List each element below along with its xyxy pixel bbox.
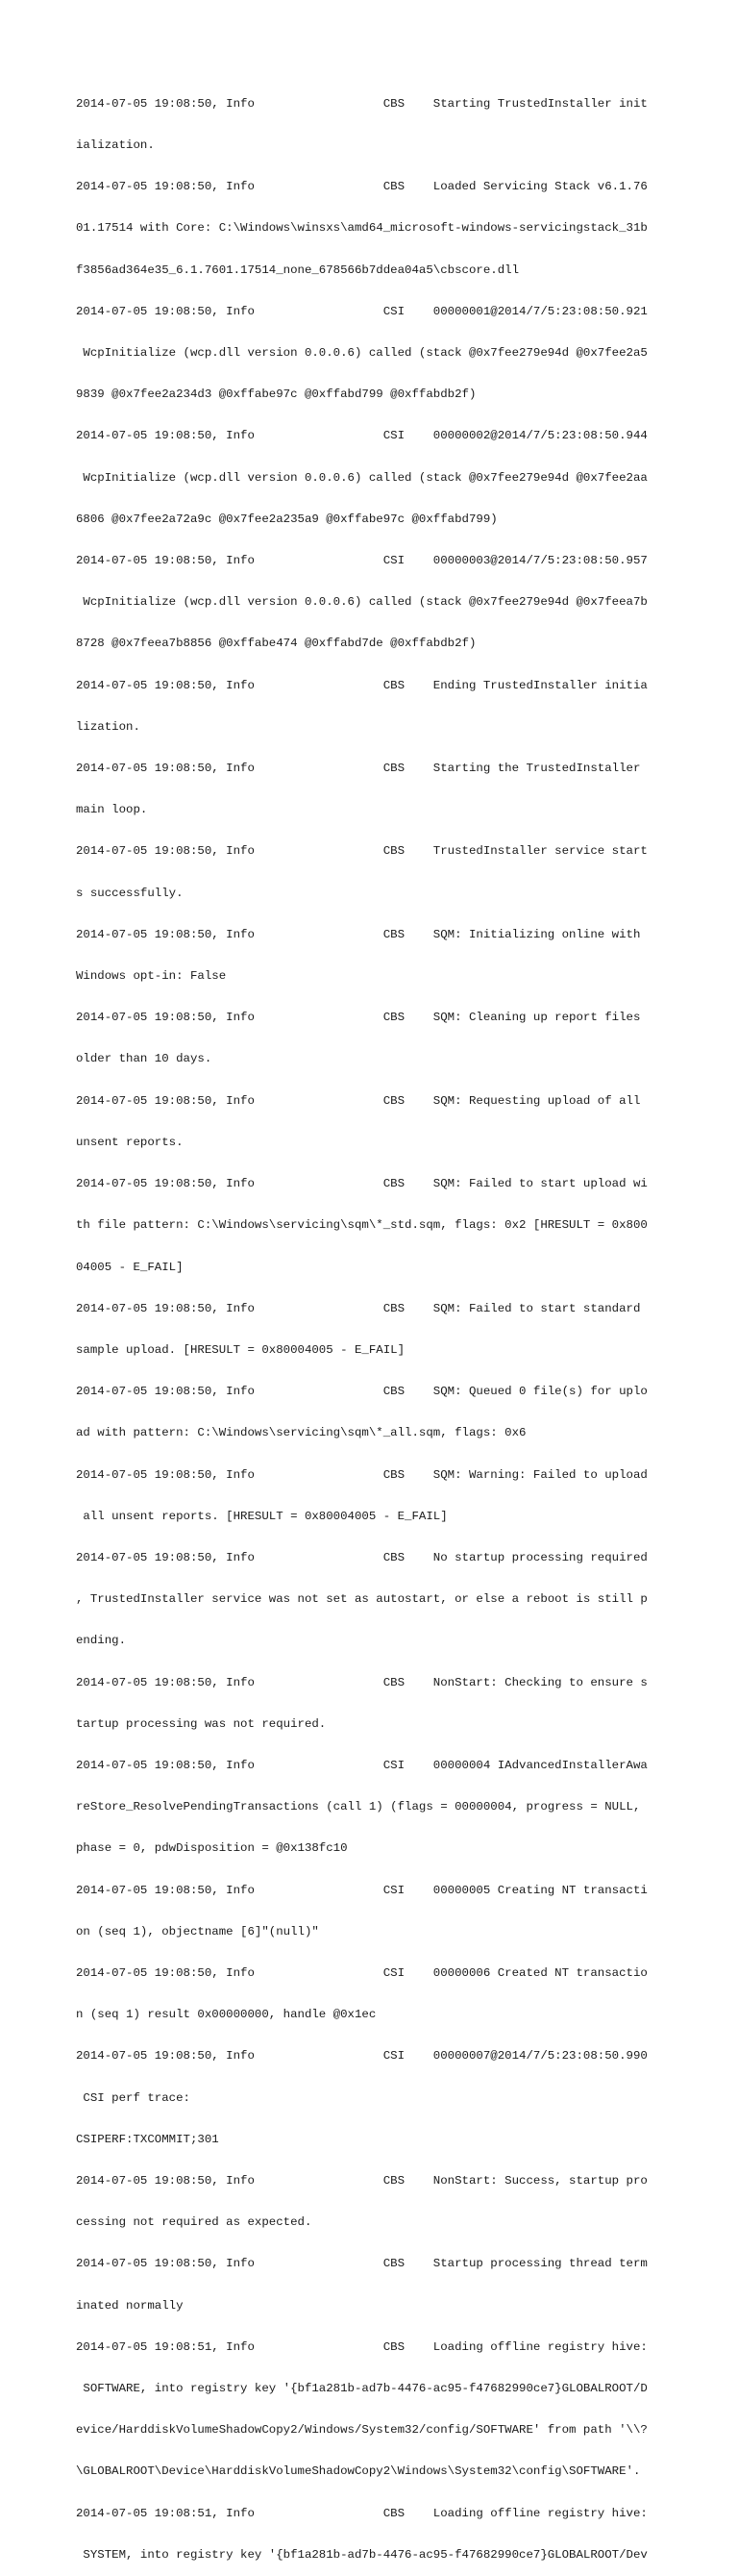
log-line: ialization. [76, 138, 155, 153]
log-line: all unsent reports. [HRESULT = 0x80004005 - E_FAIL] [76, 1509, 448, 1523]
log-line: 2014-07-05 19:08:50, Info CBS Starting TrustedInstaller init [76, 96, 648, 111]
log-line: unsent reports. [76, 1135, 184, 1149]
log-line: phase = 0, pdwDisposition = @0x138fc10 [76, 1841, 348, 1856]
log-line: , TrustedInstaller service was not set as autostart, or else a reboot is still p [76, 1592, 648, 1607]
log-line: th file pattern: C:\Windows\servicing\sqm\*_std.sqm, flags: 0x2 [HRESULT = 0x800 [76, 1218, 648, 1233]
log-line: 2014-07-05 19:08:50, Info CBS No startup processing required [76, 1550, 648, 1564]
log-line: 2014-07-05 19:08:50, Info CSI 00000002@2014/7/5:23:08:50.944 [76, 429, 648, 443]
log-line: main loop. [76, 803, 148, 817]
log-document [76, 69, 668, 2576]
log-line: 9839 @0x7fee2a234d3 @0xffabe97c @0xffabd799 @0xffabdb2f) [76, 388, 477, 402]
log-line: 2014-07-05 19:08:50, Info CSI 00000007@2014/7/5:23:08:50.990 [76, 2049, 648, 2063]
log-line: 2014-07-05 19:08:50, Info CBS TrustedInstaller service start [76, 844, 648, 859]
log-line: f3856ad364e35_6.1.7601.17514_none_678566b7ddea04a5\cbscore.dll [76, 263, 520, 277]
log-line: 01.17514 with Core: C:\Windows\winsxs\amd64_microsoft-windows-servicingstack_31b [76, 221, 648, 236]
log-line: WcpInitialize (wcp.dll version 0.0.0.6) called (stack @0x7fee279e94d @0x7fee2a5 [76, 346, 648, 361]
log-line: 2014-07-05 19:08:50, Info CSI 00000006 Created NT transactio [76, 1965, 648, 1980]
log-line: 2014-07-05 19:08:50, Info CBS SQM: Cleaning up report files [76, 1011, 641, 1025]
log-line: 6806 @0x7fee2a72a9c @0x7fee2a235a9 @0xffabe97c @0xffabd799) [76, 512, 498, 526]
log-line: 2014-07-05 19:08:50, Info CBS SQM: Warning: Failed to upload [76, 1467, 648, 1482]
log-line: 2014-07-05 19:08:50, Info CSI 00000001@2014/7/5:23:08:50.921 [76, 304, 648, 318]
log-line: reStore_ResolvePendingTransactions (call 1) (flags = 00000004, progress = NULL, [76, 1800, 641, 1814]
log-line: 2014-07-05 19:08:51, Info CBS Loading offline registry hive: [76, 2339, 648, 2354]
log-line: cessing not required as expected. [76, 2215, 312, 2230]
log-line: 2014-07-05 19:08:50, Info CSI 00000004 IAdvancedInstallerAwa [76, 1758, 648, 1772]
log-line: lization. [76, 719, 140, 734]
log-line: 04005 - E_FAIL] [76, 1260, 184, 1274]
log-line: WcpInitialize (wcp.dll version 0.0.0.6) called (stack @0x7fee279e94d @0x7feea7b [76, 595, 648, 610]
log-line: 2014-07-05 19:08:51, Info CBS Loading offline registry hive: [76, 2506, 648, 2520]
log-line: CSI perf trace: [76, 2090, 190, 2105]
log-line: CSIPERF:TXCOMMIT;301 [76, 2132, 219, 2146]
log-line: 2014-07-05 19:08:50, Info CBS NonStart: Checking to ensure s [76, 1675, 648, 1689]
log-line: \GLOBALROOT\Device\HarddiskVolumeShadowCopy2\Windows\System32\config\SOFTWARE'. [76, 2464, 641, 2479]
log-line: 2014-07-05 19:08:50, Info CBS Ending TrustedInstaller initia [76, 678, 648, 692]
log-line: sample upload. [HRESULT = 0x80004005 - E_FAIL] [76, 1342, 406, 1357]
log-line: 2014-07-05 19:08:50, Info CSI 00000005 Creating NT transacti [76, 1883, 648, 1897]
log-line: 2014-07-05 19:08:50, Info CBS Starting the TrustedInstaller [76, 762, 641, 776]
log-line: evice/HarddiskVolumeShadowCopy2/Windows/System32/config/SOFTWARE' from path '\\? [76, 2423, 648, 2438]
log-line: 2014-07-05 19:08:50, Info CBS SQM: Initializing online with [76, 927, 641, 941]
log-line: on (seq 1), objectname [6]"(null)" [76, 1924, 319, 1938]
log-line: 2014-07-05 19:08:50, Info CBS Loaded Servicing Stack v6.1.76 [76, 180, 648, 194]
log-line: SYSTEM, into registry key '{bf1a281b-ad7b-4476-ac95-f47682990ce7}GLOBALROOT/Dev [76, 2547, 648, 2562]
log-line: 2014-07-05 19:08:50, Info CBS SQM: Requesting upload of all [76, 1093, 641, 1108]
log-line: WcpInitialize (wcp.dll version 0.0.0.6) called (stack @0x7fee279e94d @0x7fee2aa [76, 470, 648, 485]
log-line: 2014-07-05 19:08:50, Info CBS SQM: Failed to start upload wi [76, 1177, 648, 1191]
log-line: inated normally [76, 2298, 184, 2313]
log-line: SOFTWARE, into registry key '{bf1a281b-ad7b-4476-ac95-f47682990ce7}GLOBALROOT/D [76, 2381, 648, 2395]
log-line: 2014-07-05 19:08:50, Info CBS NonStart: Success, startup pro [76, 2173, 648, 2188]
log-line: ad with pattern: C:\Windows\servicing\sqm\*_all.sqm, flags: 0x6 [76, 1426, 527, 1440]
log-line: ending. [76, 1634, 127, 1648]
log-line: 2014-07-05 19:08:50, Info CSI 00000003@2014/7/5:23:08:50.957 [76, 554, 648, 568]
log-line: s successfully. [76, 886, 184, 900]
log-line: 2014-07-05 19:08:50, Info CBS Startup processing thread term [76, 2257, 648, 2271]
log-line: 8728 @0x7feea7b8856 @0xffabe474 @0xffabd7de @0xffabdb2f) [76, 637, 477, 651]
log-line: tartup processing was not required. [76, 1716, 327, 1731]
log-line: older than 10 days. [76, 1052, 212, 1066]
log-line: 2014-07-05 19:08:50, Info CBS SQM: Failed to start standard [76, 1301, 641, 1315]
log-line: 2014-07-05 19:08:50, Info CBS SQM: Queued 0 file(s) for uplo [76, 1385, 648, 1399]
log-line: Windows opt-in: False [76, 969, 227, 984]
log-line: n (seq 1) result 0x00000000, handle @0x1ec [76, 2008, 377, 2022]
